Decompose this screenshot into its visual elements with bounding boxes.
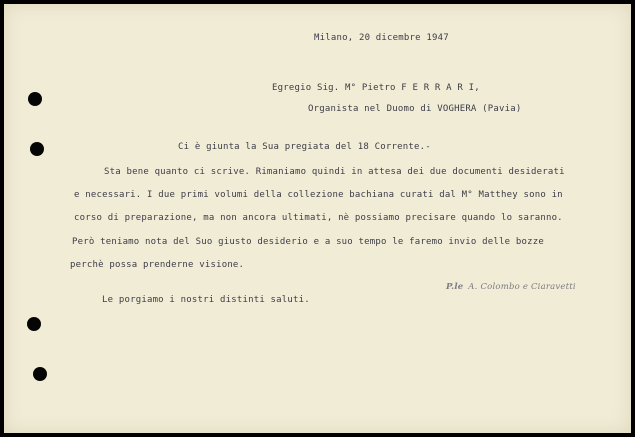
punch-hole-1 [28,92,42,106]
closing-line: Le porgiamo i nostri distinti saluti. [102,295,310,305]
punch-hole-4 [33,367,47,381]
body-line-3: corso di preparazione, ma non ancora ultimati, nè possiamo precisare quando lo saranno. [74,213,563,223]
body-line-2: e necessari. I due primi volumi della collezione bachiana curati dal M° Matthey sono in [74,190,563,200]
letter-date: Milano, 20 dicembre 1947 [314,33,449,43]
punch-hole-3 [27,317,41,331]
signature-prefix: P.le [446,282,464,292]
body-line-1: Sta bene quanto ci scrive. Rimaniamo quindi in attesa dei due documenti desiderati [104,167,565,177]
signature-stamp [446,282,576,293]
recipient-name: Egregio Sig. M° Pietro F E R R A R I, [272,83,480,93]
recipient-title: Organista nel Duomo di VOGHERA (Pavia) [308,104,522,114]
body-line-5: perchè possa prenderne visione. [70,260,245,270]
body-line-4: Però teniamo nota del Suo giusto desiderio e a suo tempo le faremo invio delle bozze [72,237,544,247]
letter-sheet [4,4,631,433]
punch-hole-2 [30,142,44,156]
opening-line: Ci è giunta la Sua pregiata del 18 Corrente.- [178,142,431,152]
signature-names: A. Colombo e Ciaravetti [468,282,576,292]
